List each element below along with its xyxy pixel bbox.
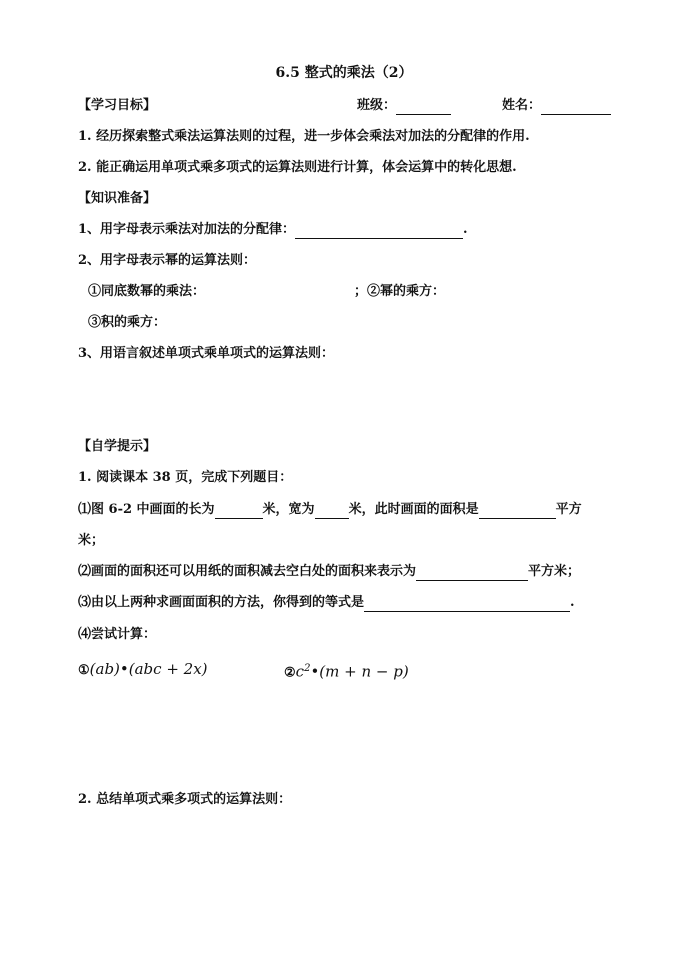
self-p1-c: 米，此时画面的面积是 [348, 502, 479, 517]
self-heading: 【自学提示】 [78, 439, 157, 454]
class-blank[interactable] [396, 99, 451, 115]
self-p1 [78, 501, 582, 519]
length-blank[interactable] [215, 503, 263, 519]
prep-q2a: ①同底数幂的乘法： [88, 284, 206, 299]
exercise-1-expression: (ab)•(abc + 2x) [89, 660, 208, 678]
area-blank[interactable] [479, 503, 556, 519]
area-expression-blank[interactable] [416, 565, 528, 581]
prep-q1-end: . [463, 222, 468, 237]
self-p3-a: ⑶由以上两种求画面面积的方法，你得到的等式是 [78, 595, 365, 610]
prep-q2c: ③积的乘方： [88, 315, 167, 330]
self-p2-b: 平方米； [528, 564, 581, 579]
name-field [502, 97, 611, 115]
exercise-2-exponent: 2 [304, 663, 311, 674]
self-q2: 2. 总结单项式乘多项式的运算法则： [78, 792, 292, 807]
exercise-1 [78, 660, 208, 680]
exercise-2-expression: •(m + n − p) [310, 662, 409, 681]
prep-heading: 【知识准备】 [78, 191, 157, 206]
self-p1-b: 米，宽为 [262, 502, 315, 517]
goal-item-1: 1. 经历探索整式乘法运算法则的过程，进一步体会乘法对加法的分配律的作用. [78, 129, 530, 144]
self-p3 [78, 594, 575, 612]
prep-q1-text: 1、用字母表示乘法对加法的分配律： [78, 222, 296, 237]
self-p1-cont: 米； [78, 533, 105, 548]
class-field [357, 97, 451, 115]
name-label: 姓名： [502, 98, 542, 113]
equation-blank[interactable] [364, 596, 570, 612]
self-p4: ⑷尝试计算： [78, 627, 157, 642]
prep-q2b: ；②幂的乘方： [354, 284, 446, 299]
self-p1-d: 平方 [555, 502, 582, 517]
prep-q1-blank[interactable] [295, 223, 463, 239]
exercise-2-number: ② [284, 665, 296, 681]
goals-heading: 【学习目标】 [78, 98, 157, 113]
exercise-1-number: ① [78, 663, 90, 678]
self-q1: 1. 阅读课本 38 页，完成下列题目： [78, 470, 293, 485]
prep-q2: 2、用字母表示幂的运算法则： [78, 253, 257, 268]
self-p2-a: ⑵画面的面积还可以用纸的面积减去空白处的面积来表示为 [78, 564, 417, 579]
self-p2 [78, 563, 580, 581]
self-p1-a: ⑴图 6-2 中画面的长为 [78, 502, 215, 517]
class-label: 班级： [357, 98, 397, 113]
prep-q3: 3、用语言叙述单项式乘单项式的运算法则： [78, 346, 335, 361]
self-p3-b: . [570, 595, 575, 610]
page-title: 6.5 整式的乘法（2） [275, 65, 413, 81]
width-blank[interactable] [315, 503, 349, 519]
exercise-2-base: c [295, 662, 305, 681]
exercise-2 [284, 660, 409, 682]
goal-item-2: 2. 能正确运用单项式乘多项式的运算法则进行计算，体会运算中的转化思想. [78, 160, 517, 175]
name-blank[interactable] [541, 99, 611, 115]
prep-q1 [78, 221, 468, 239]
